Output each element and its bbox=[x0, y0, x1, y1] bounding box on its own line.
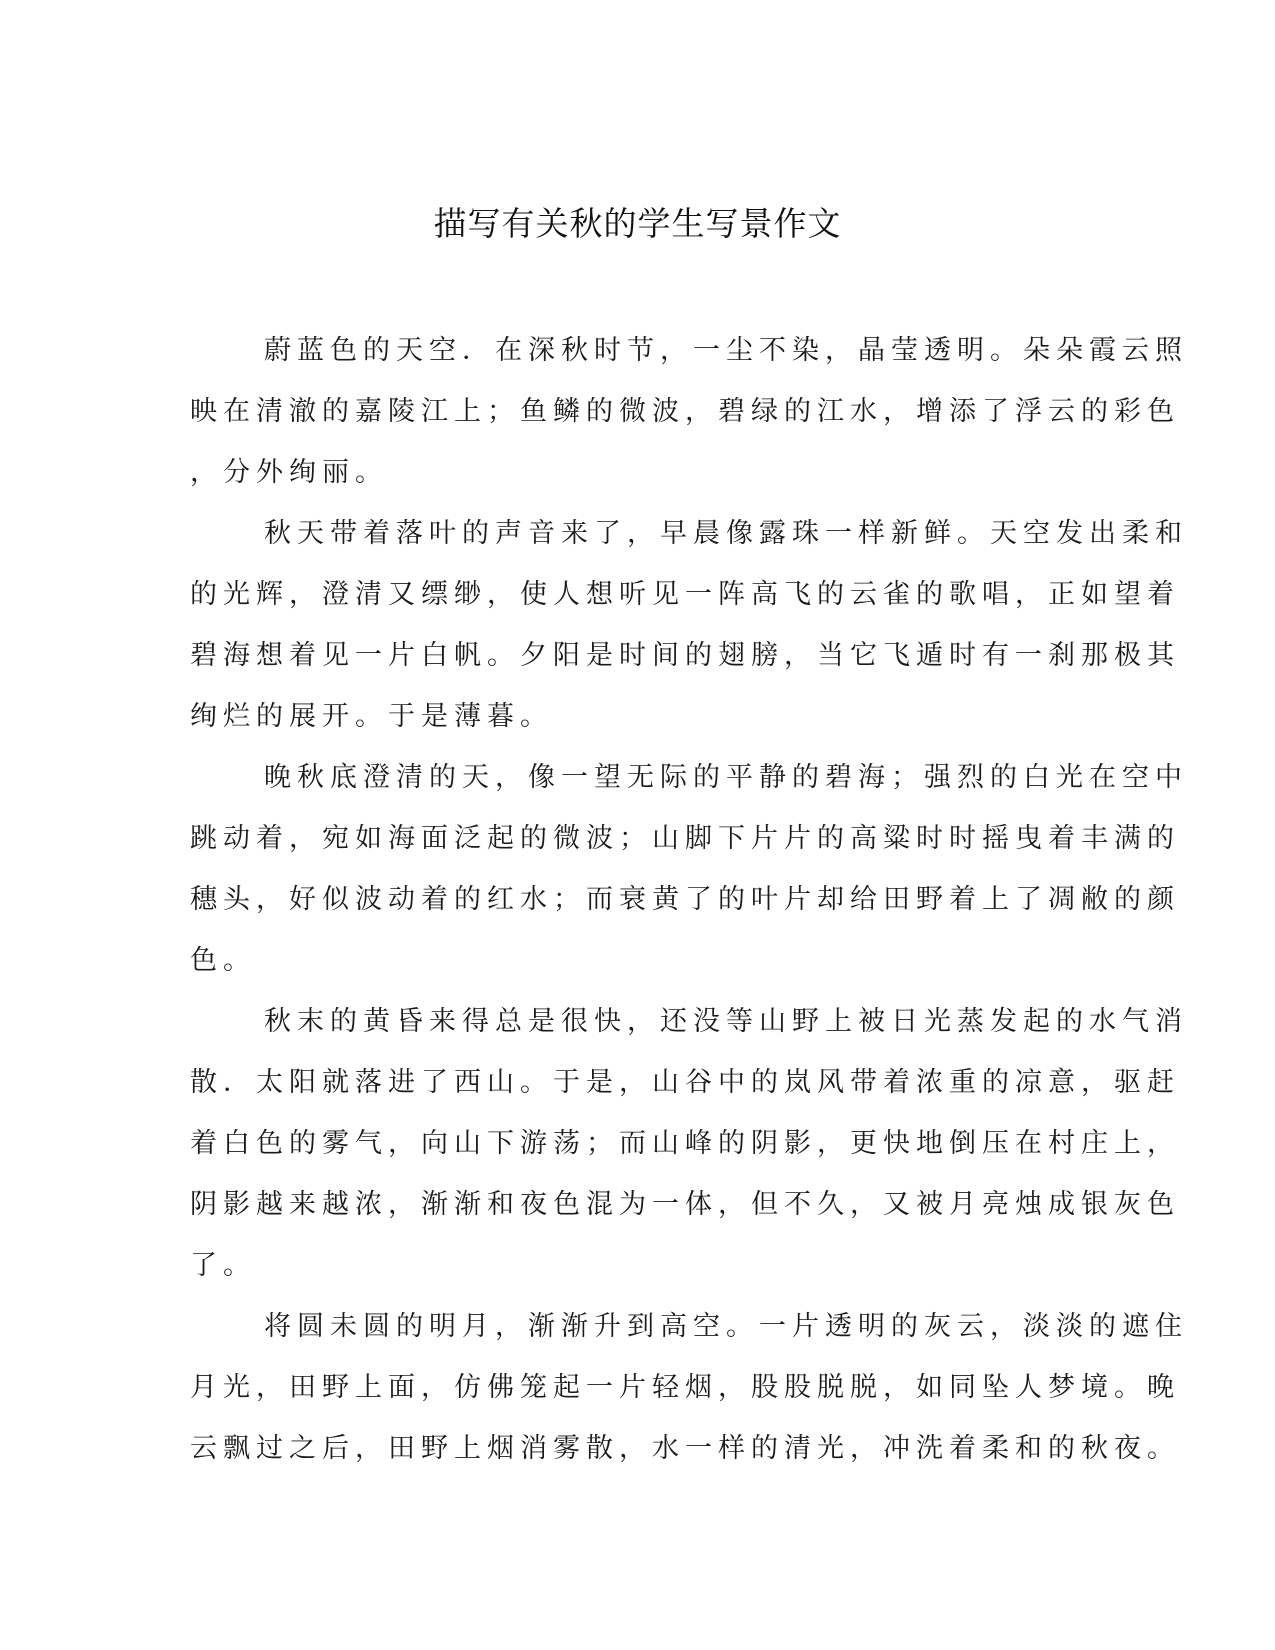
paragraph-line: 绚烂的展开。于是薄暮。 bbox=[190, 701, 553, 732]
paragraph-line: 秋末的黄昏来得总是很快，还没等山野上被日光蒸发起的水气消 bbox=[264, 1006, 1188, 1037]
paragraph-1 bbox=[190, 320, 1188, 503]
document-body bbox=[190, 320, 1188, 1479]
paragraph-line: 的光辉，澄清又缥缈，使人想听见一阵高飞的云雀的歌唱，正如望着 bbox=[190, 579, 1180, 610]
paragraph-2 bbox=[190, 503, 1188, 747]
paragraph-line: ，分外绚丽。 bbox=[190, 457, 388, 488]
paragraph-line: 散．太阳就落进了西山。于是，山谷中的岚风带着浓重的凉意，驱赶 bbox=[190, 1067, 1180, 1098]
paragraph-line: 将圆未圆的明月，渐渐升到高空。一片透明的灰云，淡淡的遮住 bbox=[264, 1311, 1188, 1342]
paragraph-line: 映在清澈的嘉陵江上；鱼鳞的微波，碧绿的江水，增添了浮云的彩色 bbox=[190, 396, 1180, 427]
paragraph-line: 月光，田野上面，仿佛笼起一片轻烟，股股脱脱，如同坠人梦境。晚 bbox=[190, 1372, 1180, 1403]
paragraph-4 bbox=[190, 991, 1188, 1296]
paragraph-line: 了。 bbox=[190, 1250, 256, 1281]
paragraph-line: 晚秋底澄清的天，像一望无际的平静的碧海；强烈的白光在空中 bbox=[264, 762, 1188, 793]
paragraph-line: 跳动着，宛如海面泛起的微波；山脚下片片的高粱时时摇曳着丰满的 bbox=[190, 823, 1180, 854]
paragraph-line: 色。 bbox=[190, 945, 256, 976]
paragraph-line: 阴影越来越浓，渐渐和夜色混为一体，但不久，又被月亮烛成银灰色 bbox=[190, 1189, 1180, 1220]
paragraph-line: 云飘过之后，田野上烟消雾散，水一样的清光，冲洗着柔和的秋夜。 bbox=[190, 1433, 1180, 1464]
paragraph-line: 着白色的雾气，向山下游荡；而山峰的阴影，更快地倒压在村庄上， bbox=[190, 1128, 1180, 1159]
paragraph-3 bbox=[190, 747, 1188, 991]
paragraph-5 bbox=[190, 1296, 1188, 1479]
paragraph-line: 蔚蓝色的天空．在深秋时节，一尘不染，晶莹透明。朵朵霞云照 bbox=[264, 335, 1188, 366]
paragraph-line: 秋天带着落叶的声音来了，早晨像露珠一样新鲜。天空发出柔和 bbox=[264, 518, 1188, 549]
document-title: 描写有关秋的学生写景作文 bbox=[433, 204, 842, 243]
paragraph-line: 碧海想着见一片白帆。夕阳是时间的翅膀，当它飞遁时有一刹那极其 bbox=[190, 640, 1180, 671]
paragraph-line: 穗头，好似波动着的红水；而衰黄了的叶片却给田野着上了凋敝的颜 bbox=[190, 884, 1180, 915]
